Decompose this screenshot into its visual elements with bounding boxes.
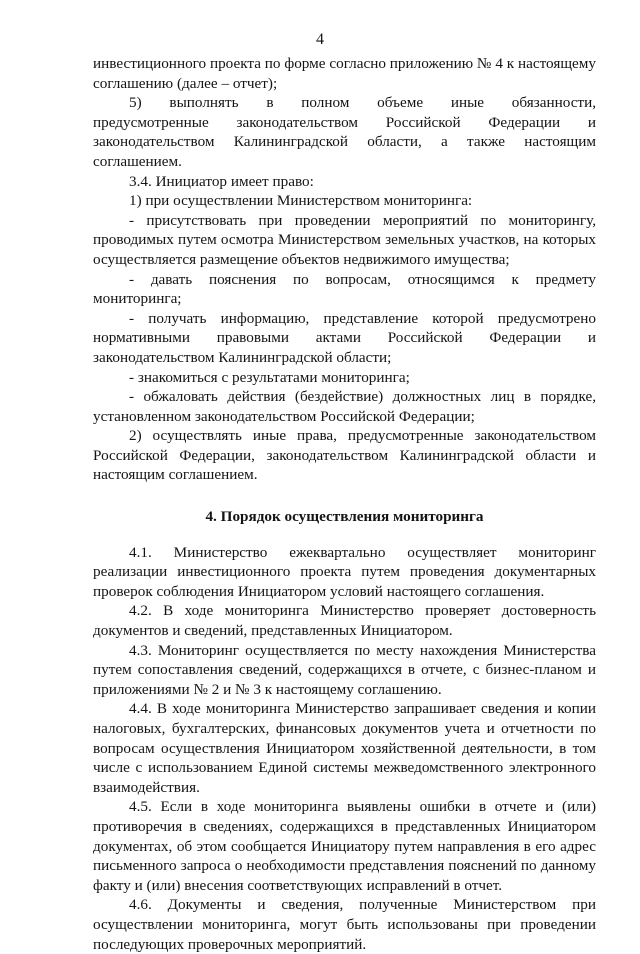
paragraph-clause-4-4: 4.4. В ходе мониторинга Министерство запрашивает сведения и копии налоговых, бухгалтерских, финансовых документов учета и отчетности по вопросам осуществления Инициатором хозяйственной деятельности, в том числе с использованием Единой системы межведомственного электронного взаимодействия. — [93, 700, 596, 796]
section-heading: 4. Порядок осуществления мониторинга — [205, 508, 484, 526]
paragraph-clause-4-2: 4.2. В ходе мониторинга Министерство проверяет достоверность документов и сведений, представленных Инициатором. — [93, 602, 596, 640]
paragraph-right-2: 2) осуществлять иные права, предусмотренные законодательством Российской Федерации, законодательством Калининградской области и настоящим соглашением. — [93, 427, 596, 484]
page-number: 4 — [316, 31, 324, 48]
paragraph-continuation: инвестиционного проекта по форме согласно приложению № 4 к настоящему соглашению (далее – отчет); — [93, 55, 596, 92]
paragraph-clause-3-4: 3.4. Инициатор имеет право: — [129, 172, 314, 190]
paragraph-right-appeal: - обжаловать действия (бездействие) должностных лиц в порядке, установленном законодательством Российской Федерации; — [93, 388, 596, 425]
document-body — [93, 54, 596, 954]
paragraph-right-1: 1) при осуществлении Министерством мониторинга: — [129, 192, 473, 210]
paragraph-right-information: - получать информацию, представление которой предусмотрено нормативными правовыми актами Российской Федерации и законодательством Калининградской области; — [93, 309, 596, 366]
paragraph-right-attend: - присутствовать при проведении мероприятий по мониторингу, проводимых путем осмотра Министерством земельных участков, на которых осуществляется размещение объектов недвижимого имущества; — [93, 211, 596, 268]
paragraph-obligation-5: 5) выполнять в полном объеме иные обязанности, предусмотренные законодательством Российской Федерации и законодательством Калининградской области, а также настоящим соглашением. — [93, 94, 596, 170]
paragraph-right-explain: - давать пояснения по вопросам, относящимся к предмету мониторинга; — [93, 270, 596, 308]
paragraph-clause-4-1: 4.1. Министерство ежеквартально осуществляет мониторинг реализации инвестиционного проекта путем проведения документарных проверок соблюдения Инициатором условий настоящего соглашения. — [93, 543, 596, 600]
paragraph-right-results: - знакомиться с результатами мониторинга; — [129, 368, 410, 386]
paragraph-clause-4-3: 4.3. Мониторинг осуществляется по месту нахождения Министерства путем сопоставления сведений, содержащихся в отчете, с бизнес-планом и приложениями № 2 и № 3 к настоящему соглашению. — [93, 641, 596, 698]
paragraph-clause-4-6: 4.6. Документы и сведения, полученные Министерством при осуществлении мониторинга, могут быть использованы при проведении последующих проверочных мероприятий. — [93, 896, 596, 953]
paragraph-clause-4-5: 4.5. Если в ходе мониторинга выявлены ошибки в отчете и (или) противоречия в сведениях, содержащихся в представленных Инициатором документах, об этом сообщается Инициатору путем направления в его адрес письменного запроса о необходимости представления пояснений по данному факту и (или) внесения соответствующих исправлений в отчет. — [93, 798, 596, 894]
